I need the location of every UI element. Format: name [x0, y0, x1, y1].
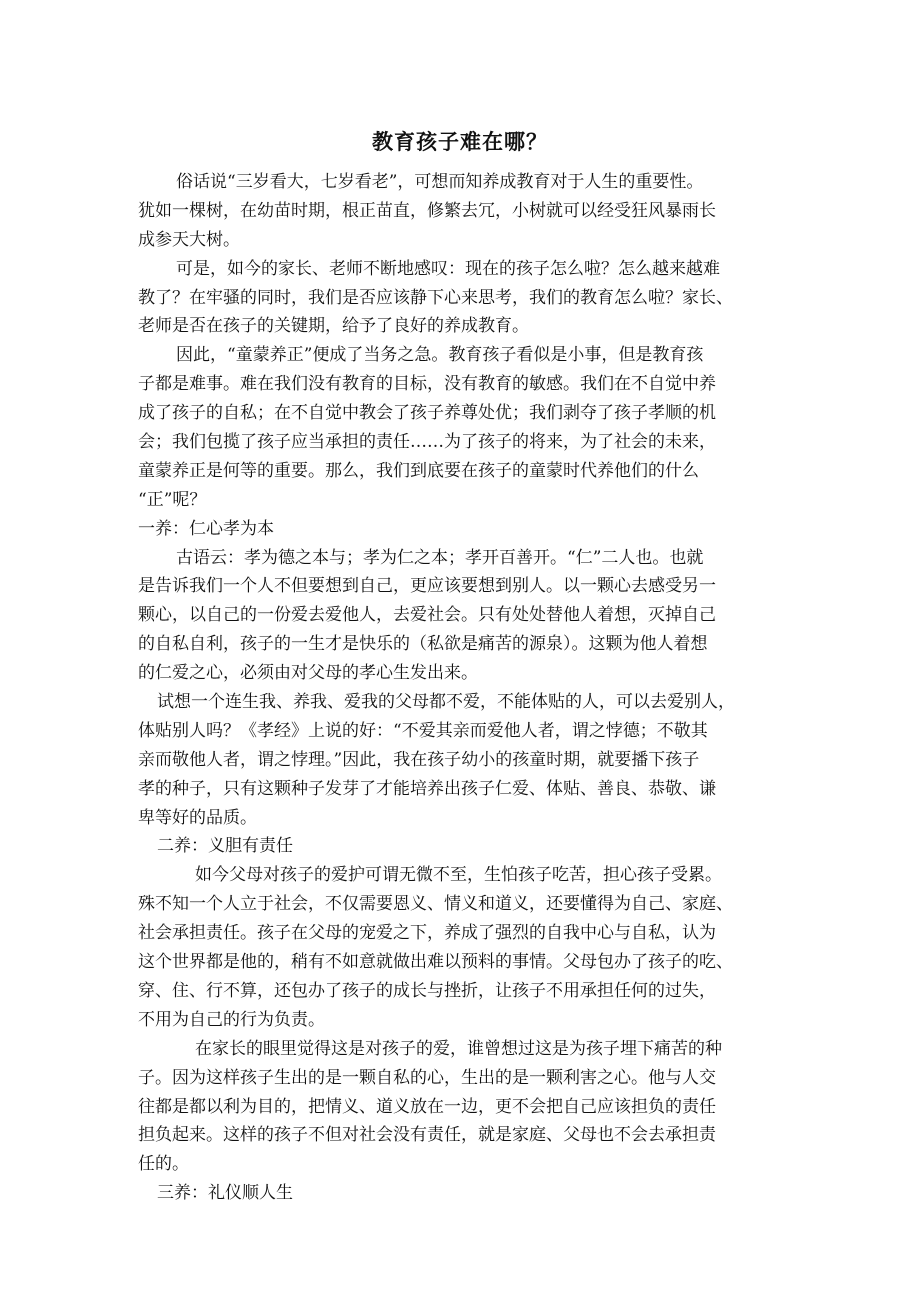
- paragraph-line: 的仁爱之心，必须由对父母的孝心生发出来。: [138, 663, 478, 684]
- paragraph-line: 会；我们包揽了孩子应当承担的责任……为了孩子的将来，为了社会的未来，: [138, 432, 716, 453]
- paragraph-line: 可是，如今的家长、老师不断地感叹：现在的孩子怎么啦？怎么越来越难: [176, 258, 720, 279]
- paragraph-line: 试想一个连生我、养我、爱我的父母都不爱，不能体贴的人，可以去爱别人，: [157, 692, 735, 713]
- section-heading: 一养：仁心孝为本: [138, 518, 274, 539]
- section-heading: 三养：礼仪顺人生: [157, 1183, 293, 1204]
- paragraph-line: 老师是否在孩子的关键期，给予了良好的养成教育。: [138, 316, 529, 337]
- paragraph-line: 古语云：孝为德之本与；孝为仁之本；孝开百善开。“仁”二人也。也就: [176, 547, 704, 568]
- paragraph-line: 孝的种子，只有这颗种子发芽了才能培养出孩子仁爱、体贴、善良、恭敬、谦: [138, 778, 716, 799]
- paragraph-line: 这个世界都是他的，稍有不如意就做出难以预料的事情。父母包办了孩子的吃、: [138, 952, 733, 973]
- paragraph-line: 社会承担责任。孩子在父母的宠爱之下，养成了强烈的自我中心与自私，认为: [138, 923, 716, 944]
- paragraph-line: 往都是都以利为目的，把情义、道义放在一边，更不会把自己应该担负的责任: [138, 1096, 716, 1117]
- paragraph-line: 任的。: [138, 1154, 189, 1175]
- paragraph-line: 在家长的眼里觉得这是对孩子的爱，谁曾想过这是为孩子埋下痛苦的种: [195, 1038, 722, 1059]
- paragraph-line: 成参天大树。: [138, 229, 240, 250]
- paragraph-line: 担负起来。这样的孩子不但对社会没有责任，就是家庭、父母也不会去承担责: [138, 1125, 716, 1146]
- section-heading: 二养：义胆有责任: [157, 836, 293, 857]
- paragraph-line: 是告诉我们一个人不但要想到自己，更应该要想到别人。以一颗心去感受另一: [138, 576, 716, 597]
- paragraph-line: 子都是难事。难在我们没有教育的目标，没有教育的敏感。我们在不自觉中养: [138, 374, 716, 395]
- paragraph-line: 如今父母对孩子的爱护可谓无微不至，生怕孩子吃苦，担心孩子受累。: [195, 865, 722, 886]
- paragraph-line: 体贴别人吗？《孝经》上说的好：“不爱其亲而爱他人者，谓之悖德；不敬其: [138, 720, 708, 741]
- paragraph-line: 殊不知一个人立于社会，不仅需要恩义、情义和道义，还要懂得为自己、家庭、: [138, 894, 733, 915]
- paragraph-line: 不用为自己的行为负责。: [138, 1009, 325, 1030]
- paragraph-line: 颗心，以自己的一份爱去爱他人，去爱社会。只有处处替他人着想，灭掉自己: [138, 605, 716, 626]
- paragraph-line: 穿、住、行不算，还包办了孩子的成长与挫折，让孩子不用承担任何的过失，: [138, 980, 716, 1001]
- paragraph-line: 的自私自利，孩子的一生才是快乐的（私欲是痛苦的源泉）。这颗为他人着想: [138, 634, 708, 655]
- paragraph-line: 亲而敬他人者，谓之悖理。”因此，我在孩子幼小的孩童时期，就要播下孩子: [138, 749, 700, 770]
- paragraph-line: 童蒙养正是何等的重要。那么，我们到底要在孩子的童蒙时代养他们的什么: [138, 460, 699, 481]
- paragraph-line: 子。因为这样孩子生出的是一颗自私的心，生出的是一颗利害之心。他与人交: [138, 1067, 716, 1088]
- document-title: 教育孩子难在哪？: [372, 129, 548, 154]
- paragraph-line: 成了孩子的自私；在不自觉中教会了孩子养尊处优；我们剥夺了孩子孝顺的机: [138, 403, 716, 424]
- paragraph-line: 犹如一棵树，在幼苗时期，根正苗直，修繁去冗，小树就可以经受狂风暴雨长: [138, 200, 716, 221]
- paragraph-line: “正”呢？: [138, 489, 207, 510]
- paragraph-line: 教了？在牢骚的同时，我们是否应该静下心来思考，我们的教育怎么啦？家长、: [138, 287, 733, 308]
- paragraph-line: 俗话说“三岁看大，七岁看老”，可想而知养成教育对于人生的重要性。: [176, 172, 704, 192]
- paragraph-line: 因此，“童蒙养正”便成了当务之急。教育孩子看似是小事，但是教育孩: [176, 345, 704, 366]
- paragraph-line: 卑等好的品质。: [138, 807, 257, 828]
- document-body: [138, 168, 788, 1208]
